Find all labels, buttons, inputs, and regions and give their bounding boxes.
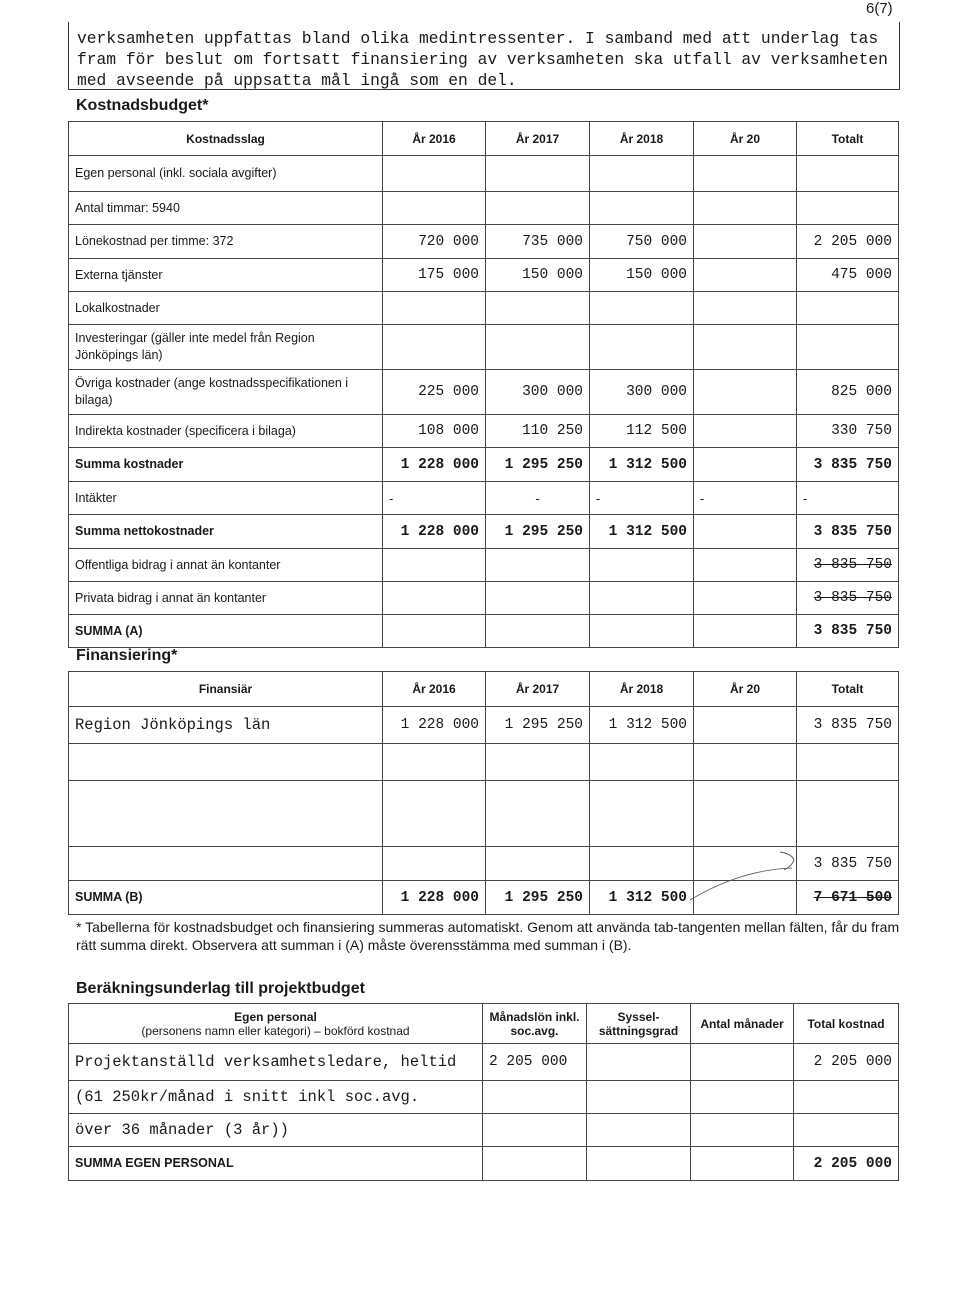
cell-2017[interactable]: [486, 325, 590, 370]
cell-2017[interactable]: -: [486, 482, 590, 515]
col-header: Totalt: [797, 672, 899, 707]
cell-total-kostnad[interactable]: 2 205 000: [794, 1044, 899, 1081]
table-row: [69, 744, 899, 781]
cell-2018[interactable]: 1 312 500: [590, 881, 694, 915]
row-label: Privata bidrag i annat än kontanter: [69, 582, 383, 615]
table-header-row: [69, 1004, 899, 1044]
col-header: År 2018: [590, 672, 694, 707]
table-row: [69, 482, 899, 515]
cell-2016[interactable]: [383, 847, 486, 881]
cell-2018[interactable]: 1 312 500: [590, 515, 694, 549]
cell-total[interactable]: 3 835 750: [797, 549, 899, 582]
table-row: [69, 549, 899, 582]
row-label: Lokalkostnader: [69, 292, 383, 325]
table-header-row: [69, 672, 899, 707]
cell-2016[interactable]: 720 000: [383, 225, 486, 259]
cell-total[interactable]: 2 205 000: [797, 225, 899, 259]
cell-2017[interactable]: 300 000: [486, 370, 590, 415]
cell-2017[interactable]: [486, 781, 590, 847]
cell-total[interactable]: 3 835 750: [797, 615, 899, 648]
col-header: År 20: [694, 672, 797, 707]
cell-20[interactable]: [694, 225, 797, 259]
finansiering-title: Finansiering*: [76, 647, 178, 664]
berakning-table: [68, 1003, 899, 1181]
personal-label[interactable]: (61 250kr/månad i snitt inkl soc.avg.: [69, 1081, 483, 1114]
cell-2017[interactable]: [486, 292, 590, 325]
intro-text: [77, 28, 888, 91]
col-header: Kostnadsslag: [69, 122, 383, 156]
cell-2016[interactable]: [383, 292, 486, 325]
row-label: Egen personal (inkl. sociala avgifter): [69, 156, 383, 192]
kostnadsbudget-title: Kostnadsbudget*: [76, 97, 209, 114]
table-row-total: [69, 615, 899, 648]
page-number: 6(7): [866, 0, 893, 17]
cell-20[interactable]: [694, 549, 797, 582]
col-header: Totalt: [797, 122, 899, 156]
cell-manadslon[interactable]: [483, 1114, 587, 1147]
cell-2018[interactable]: 300 000: [590, 370, 694, 415]
cell-sysselsattning[interactable]: [587, 1044, 691, 1081]
table-row: [69, 1081, 899, 1114]
cell-2016[interactable]: [383, 582, 486, 615]
cell-total[interactable]: 330 750: [797, 415, 899, 448]
cell-sysselsattning[interactable]: [587, 1114, 691, 1147]
table-row: [69, 415, 899, 448]
cell-manadslon[interactable]: [483, 1147, 587, 1181]
row-label: SUMMA (A): [69, 615, 383, 648]
cell-20[interactable]: [694, 259, 797, 292]
cell-2017[interactable]: [486, 615, 590, 648]
table-row: [69, 225, 899, 259]
cell-manadslon[interactable]: 2 205 000: [483, 1044, 587, 1081]
cell-total[interactable]: 7 671 500: [797, 881, 899, 915]
col-header: Syssel-sättningsgrad: [587, 1004, 691, 1044]
pen-annotation-mark: [680, 830, 820, 910]
cell-total-kostnad[interactable]: [794, 1081, 899, 1114]
cell-antal-manader[interactable]: [691, 1044, 794, 1081]
cell-2016[interactable]: 1 228 000: [383, 448, 486, 482]
cell-2017[interactable]: 1 295 250: [486, 515, 590, 549]
row-label: SUMMA EGEN PERSONAL: [69, 1147, 483, 1181]
table-row-total: [69, 1147, 899, 1181]
cell-sysselsattning[interactable]: [587, 1081, 691, 1114]
table-row-total: [69, 515, 899, 549]
cell-2017[interactable]: [486, 549, 590, 582]
berakning-title: Beräkningsunderlag till projektbudget: [76, 980, 365, 997]
financier-name[interactable]: [69, 744, 383, 781]
cell-2018[interactable]: -: [590, 482, 694, 515]
cell-total[interactable]: [797, 292, 899, 325]
row-label: Övriga kostnader (ange kostnadsspecifikationen i bilaga): [69, 370, 383, 415]
cell-20[interactable]: [694, 192, 797, 225]
cell-2017[interactable]: [486, 847, 590, 881]
cell-2017[interactable]: [486, 582, 590, 615]
cell-20[interactable]: [694, 707, 797, 744]
cell-2018[interactable]: 750 000: [590, 225, 694, 259]
cell-2016[interactable]: [383, 744, 486, 781]
table-row: [69, 292, 899, 325]
cell-20[interactable]: [694, 448, 797, 482]
cell-total-kostnad[interactable]: 2 205 000: [794, 1147, 899, 1181]
cell-20[interactable]: [694, 370, 797, 415]
cell-2018[interactable]: [590, 847, 694, 881]
table-row: [69, 259, 899, 292]
cell-2018[interactable]: [590, 292, 694, 325]
cell-2016[interactable]: 1 228 000: [383, 881, 486, 915]
cell-total[interactable]: [797, 156, 899, 192]
row-label: Investeringar (gäller inte medel från Region Jönköpings län): [69, 325, 383, 370]
personal-label[interactable]: över 36 månader (3 år)): [69, 1114, 483, 1147]
cell-total[interactable]: 475 000: [797, 259, 899, 292]
cell-2016[interactable]: 1 228 000: [383, 707, 486, 744]
col-header: År 2016: [383, 122, 486, 156]
col-header-line: Egen personal: [234, 1009, 317, 1024]
cell-20[interactable]: [694, 415, 797, 448]
cell-2018[interactable]: [590, 192, 694, 225]
personal-label[interactable]: Projektanställd verksamhetsledare, heltid: [69, 1044, 483, 1081]
cell-total-kostnad[interactable]: [794, 1114, 899, 1147]
cell-antal-manader[interactable]: [691, 1081, 794, 1114]
cell-2018[interactable]: [590, 549, 694, 582]
row-label: Indirekta kostnader (specificera i bilaga): [69, 415, 383, 448]
row-label: Antal timmar: 5940: [69, 192, 383, 225]
cell-2018[interactable]: [590, 582, 694, 615]
row-label: Offentliga bidrag i annat än kontanter: [69, 549, 383, 582]
cell-2016[interactable]: 225 000: [383, 370, 486, 415]
row-label: Lönekostnad per timme: 372: [69, 225, 383, 259]
cell-total[interactable]: 3 835 750: [797, 707, 899, 744]
row-label: SUMMA (B): [69, 881, 383, 915]
cell-2016[interactable]: [383, 325, 486, 370]
cell-total[interactable]: 825 000: [797, 370, 899, 415]
cell-2016[interactable]: [383, 156, 486, 192]
cell-total[interactable]: -: [797, 482, 899, 515]
cell-manadslon[interactable]: [483, 1081, 587, 1114]
table-row: [69, 192, 899, 225]
intro-line: verksamheten uppfattas bland olika medintressenter. I samband med att underlag tas: [77, 29, 879, 48]
cell-antal-manader[interactable]: [691, 1114, 794, 1147]
row-label: Externa tjänster: [69, 259, 383, 292]
cell-2017[interactable]: [486, 156, 590, 192]
intro-text-box: [68, 22, 900, 90]
cell-2016[interactable]: [383, 549, 486, 582]
cell-total[interactable]: [797, 192, 899, 225]
col-header: Månadslön inkl. soc.avg.: [483, 1004, 587, 1044]
cell-2018[interactable]: [590, 156, 694, 192]
cell-sysselsattning[interactable]: [587, 1147, 691, 1181]
col-header-line: (personens namn eller kategori) – bokförd kostnad: [141, 1023, 410, 1038]
cell-2018[interactable]: 150 000: [590, 259, 694, 292]
row-label: Summa kostnader: [69, 448, 383, 482]
cell-2017[interactable]: 1 295 250: [486, 448, 590, 482]
cell-2016[interactable]: 1 228 000: [383, 515, 486, 549]
table-row: [69, 582, 899, 615]
financier-name[interactable]: Region Jönköpings län: [69, 707, 383, 744]
cell-20[interactable]: [694, 325, 797, 370]
row-label: Intäkter: [69, 482, 383, 515]
cell-20[interactable]: [694, 156, 797, 192]
cell-2018[interactable]: 112 500: [590, 415, 694, 448]
cell-2016[interactable]: [383, 781, 486, 847]
col-header: År 2017: [486, 672, 590, 707]
cell-2016[interactable]: [383, 615, 486, 648]
intro-line: fram för beslut om fortsatt finansiering av verksamheten ska utfall av verksamheten: [77, 50, 888, 69]
cell-2016[interactable]: [383, 192, 486, 225]
financier-name[interactable]: [69, 847, 383, 881]
cell-20[interactable]: [694, 744, 797, 781]
cell-2018[interactable]: [590, 325, 694, 370]
col-header: År 2018: [590, 122, 694, 156]
cell-2017[interactable]: 110 250: [486, 415, 590, 448]
cell-2018[interactable]: 1 312 500: [590, 707, 694, 744]
col-header: År 2017: [486, 122, 590, 156]
financier-name[interactable]: [69, 781, 383, 847]
cell-20[interactable]: [694, 515, 797, 549]
row-label: Summa nettokostnader: [69, 515, 383, 549]
cell-2018[interactable]: 1 312 500: [590, 448, 694, 482]
table-header-row: [69, 122, 899, 156]
col-header: År 2016: [383, 672, 486, 707]
table-row: [69, 1114, 899, 1147]
cell-2016[interactable]: 108 000: [383, 415, 486, 448]
cell-total[interactable]: 3 835 750: [797, 582, 899, 615]
table-row: [69, 156, 899, 192]
cell-2018[interactable]: [590, 781, 694, 847]
col-header: Finansiär: [69, 672, 383, 707]
cell-20[interactable]: [694, 292, 797, 325]
cell-2017[interactable]: [486, 744, 590, 781]
cell-total[interactable]: 3 835 750: [797, 847, 899, 881]
cell-total[interactable]: [797, 744, 899, 781]
table-row: [69, 370, 899, 415]
cell-total[interactable]: 3 835 750: [797, 448, 899, 482]
table-row: [69, 707, 899, 744]
cell-2017[interactable]: 735 000: [486, 225, 590, 259]
kostnadsbudget-table: [68, 121, 899, 648]
cell-2016[interactable]: 175 000: [383, 259, 486, 292]
cell-20[interactable]: [694, 582, 797, 615]
cell-total[interactable]: 3 835 750: [797, 515, 899, 549]
cell-2016[interactable]: -: [383, 482, 486, 515]
cell-2018[interactable]: [590, 744, 694, 781]
col-header-personal: [69, 1004, 483, 1044]
intro-line: med avseende på uppsatta mål ingå som en del.: [77, 71, 517, 90]
table-row: [69, 1044, 899, 1081]
table-row: [69, 325, 899, 370]
cell-20[interactable]: -: [694, 482, 797, 515]
cell-2017[interactable]: 1 295 250: [486, 707, 590, 744]
cell-2017[interactable]: [486, 192, 590, 225]
cell-2017[interactable]: 1 295 250: [486, 881, 590, 915]
cell-2017[interactable]: 150 000: [486, 259, 590, 292]
cell-total[interactable]: [797, 325, 899, 370]
cell-antal-manader[interactable]: [691, 1147, 794, 1181]
col-header: Total kostnad: [794, 1004, 899, 1044]
footnote: * Tabellerna för kostnadsbudget och finansiering summeras automatiskt. Genom att använda tab-tangenten mellan fälten, får du fram rätt summa direkt. Observera att summan i (A) måste överensstämma med summan i (B).: [76, 919, 900, 953]
table-row-total: [69, 448, 899, 482]
col-header: Antal månader: [691, 1004, 794, 1044]
col-header: År 20: [694, 122, 797, 156]
cell-20[interactable]: [694, 615, 797, 648]
cell-2018[interactable]: [590, 615, 694, 648]
